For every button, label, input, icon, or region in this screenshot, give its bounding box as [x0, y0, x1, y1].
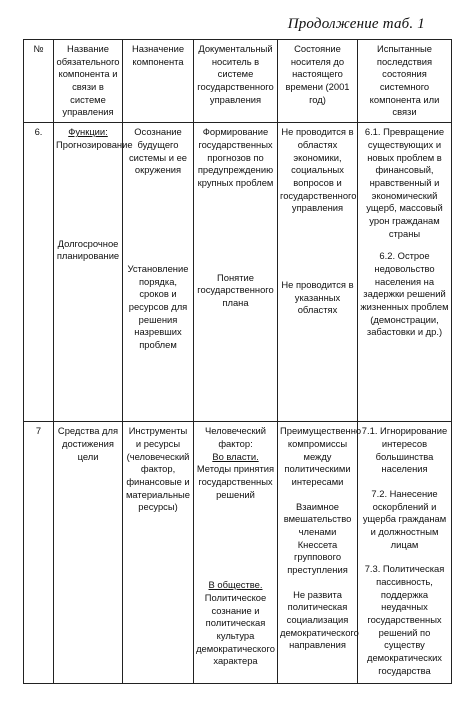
- planning-label: Долгосрочное планирование: [56, 237, 120, 262]
- state-cell: [278, 422, 362, 684]
- header-document-carrier: Документальный носитель в системе государственного управления: [194, 40, 278, 123]
- purpose-cell: [123, 123, 194, 422]
- consequence-6-1: 6.1. Превращение существующих и новых проблем в финансовый, нравственный и экономический ущерб, массовый урон гражданам страны: [364, 126, 445, 239]
- spacer: [360, 551, 449, 563]
- table-row: [24, 422, 452, 684]
- component-name-cell: [54, 123, 133, 422]
- consequence-7-1: 7.1. Игнорирование интересов большинства населения: [361, 425, 448, 475]
- carrier-forecasting: Формирование государственных прогнозов по предупреждению крупных проблем: [197, 126, 274, 188]
- in-power-text: Методы принятия государственных решений: [196, 463, 275, 500]
- spacer: [196, 190, 275, 272]
- table-header-row: [24, 40, 452, 123]
- spacer: [360, 476, 449, 488]
- purpose-forecasting: Осознание будущего системы и ее окружения: [128, 126, 188, 176]
- state-7-1: Преимущественно компромиссы между политическими интересами: [280, 425, 362, 487]
- carrier-cell: [194, 422, 278, 684]
- state-forecasting: Не проводится в областях экономики, социальных вопросов и государственного управления: [280, 126, 357, 214]
- carrier-planning: Понятие государственного плана: [197, 271, 274, 308]
- purpose-planning: Установление порядка, сроков и ресурсов для решения назревших проблем: [127, 262, 189, 350]
- header-purpose: Назначение компонента: [123, 40, 194, 123]
- header-component-name: Название обязательного компонента и связи в системе управления: [54, 40, 123, 123]
- row-number: 7: [24, 422, 54, 684]
- header-carrier-state: Состояние носителя до настоящего времени (2001 год): [278, 40, 358, 123]
- spacer: [280, 215, 355, 279]
- consequence-6-2: 6.2. Острое недовольство населения на задержки решений жизненных проблем (демонстрации, забастовки и др.): [360, 250, 449, 338]
- spacer: [280, 577, 355, 589]
- component-name-cell: Средства для достижения цели: [54, 422, 123, 684]
- consequence-7-2: 7.2. Нанесение оскорблений и ущерба гражданам и должностным лицам: [362, 487, 447, 550]
- row-number: 6.: [24, 123, 54, 422]
- state-cell: [278, 123, 358, 422]
- functions-label: Функции:: [68, 126, 108, 138]
- governance-table: [23, 39, 452, 684]
- spacer: [360, 240, 449, 250]
- in-society-block: [196, 579, 275, 668]
- continuation-title: Продолжение таб. 1: [287, 16, 425, 32]
- consequence-cell: [358, 123, 452, 422]
- in-power-label: Во власти.: [212, 450, 259, 462]
- purpose-cell: Инструменты и ресурсы (человеческий фактор, финансовые и материальные ресурсы): [123, 422, 194, 684]
- spacer: [280, 489, 355, 501]
- in-society-label: В обществе.: [208, 579, 263, 591]
- state-planning: Не проводится в указанных областях: [281, 278, 354, 316]
- header-consequences: Испытанные последствия состояния системного компонента или связи: [358, 40, 452, 123]
- state-7-2: Взаимное вмешательство членами Кнессета группового преступления: [283, 500, 352, 575]
- spacer: [196, 501, 275, 579]
- in-power-block: [196, 451, 275, 502]
- consequence-cell: [358, 422, 452, 684]
- spacer: [56, 152, 120, 238]
- carrier-cell: [194, 123, 278, 422]
- table-row: [24, 123, 452, 422]
- forecasting-label: Прогнозирование: [56, 138, 133, 150]
- state-7-3: Не развита политическая социализация демократического направления: [280, 588, 359, 651]
- human-factor-title: Человеческий фактор:: [204, 425, 267, 449]
- spacer: [125, 177, 191, 263]
- consequence-7-3: 7.3. Политическая пассивность, поддержка неудачных государственных решений по существу демократических государства: [364, 563, 445, 676]
- in-society-text: Политическое сознание и политическая культура демократического характера: [196, 591, 275, 667]
- header-number: №: [24, 40, 54, 123]
